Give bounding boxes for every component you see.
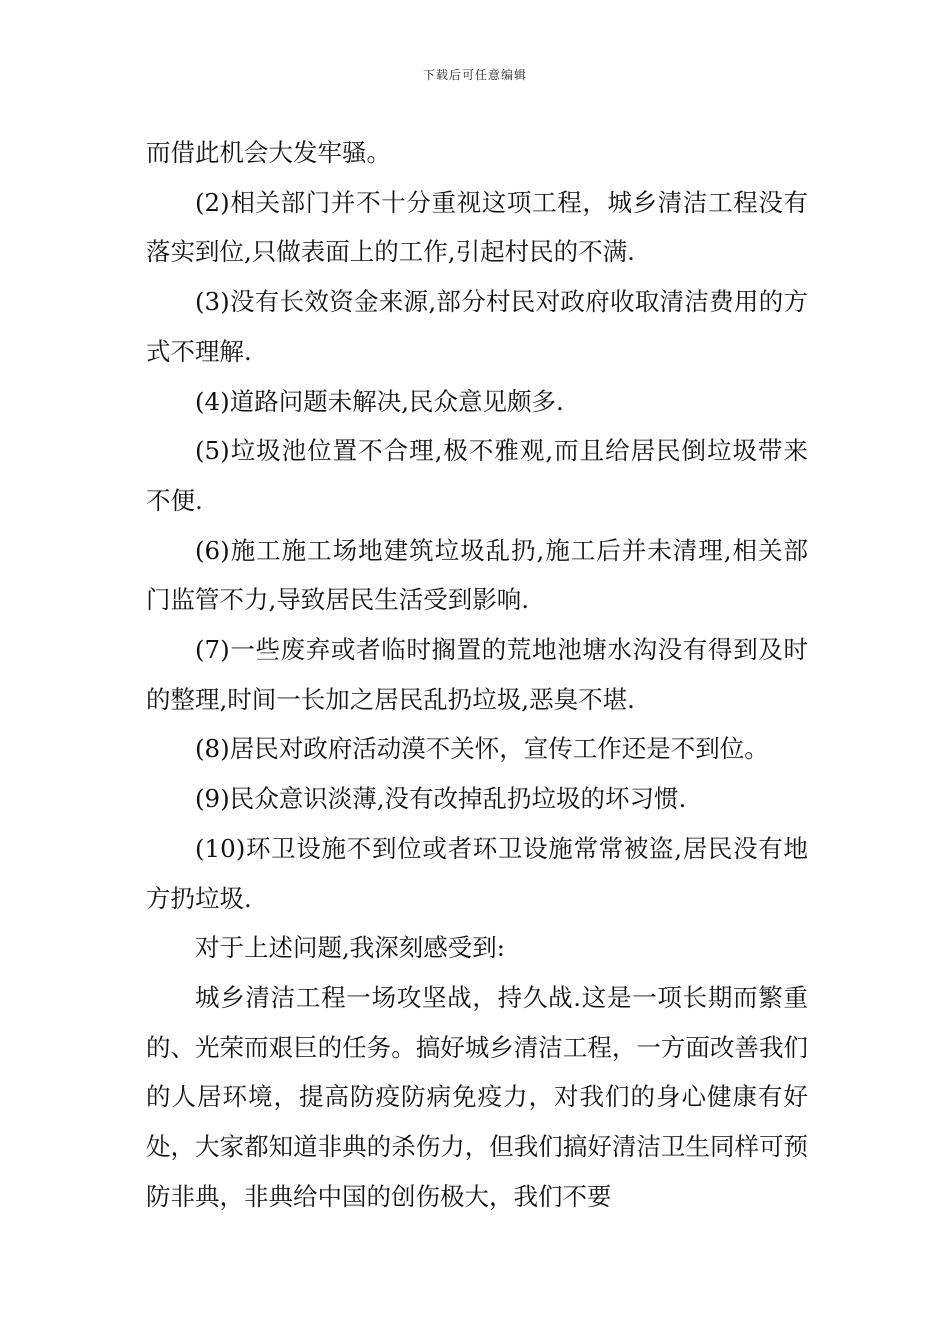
paragraph-continuation: 而借此机会大发牢骚。 — [146, 138, 391, 167]
paragraph-item-8: (8)居民对政府活动漠不关怀，宣传工作还是不到位。 — [195, 734, 769, 764]
paragraph-item-4: (4)道路问题未解决,民众意见颇多. — [195, 386, 564, 416]
paragraph-item-3: (3)没有长效资金来源,部分村民对政府收取清洁费用的方式不理解. — [146, 287, 808, 366]
paragraph-item-9: (9)民众意识淡薄,没有改掉乱扔垃圾的坏习惯. — [195, 784, 687, 814]
paragraph-item-6: (6)施工施工场地建筑垃圾乱扔,施工后并未清理,相关部门监管不力,导致居民生活受到影响. — [146, 535, 808, 615]
document-body — [146, 128, 808, 1221]
paragraph-summary-intro: 对于上述问题,我深刻感受到: — [195, 933, 506, 963]
page-header: 下载后可任意编辑 — [422, 68, 527, 82]
paragraph-conclusion: 城乡清洁工程一场攻坚战，持久战.这是一项长期而繁重的、光荣而艰巨的任务。搞好城乡清洁工程，一方面改善我们的人居环境，提高防疫防病免疫力，对我们的身心健康有好处，大家都知道非典的杀伤力，但我们搞好清洁卫生同样可预防非典，非典给中国的创伤极大，我们不要 — [146, 982, 808, 1211]
paragraph-item-7: (7)一些废弃或者临时搁置的荒地池塘水沟没有得到及时的整理,时间一长加之居民乱扔垃圾,恶臭不堪. — [146, 635, 808, 714]
paragraph-item-10: (10)环卫设施不到位或者环卫设施常常被盗,居民没有地方扔垃圾. — [146, 833, 808, 913]
paragraph-item-2: (2)相关部门并不十分重视这项工程，城乡清洁工程没有落实到位,只做表面上的工作,引起村民的不满. — [146, 187, 808, 267]
paragraph-item-5: (5)垃圾池位置不合理,极不雅观,而且给居民倒垃圾带来不便. — [146, 436, 808, 515]
